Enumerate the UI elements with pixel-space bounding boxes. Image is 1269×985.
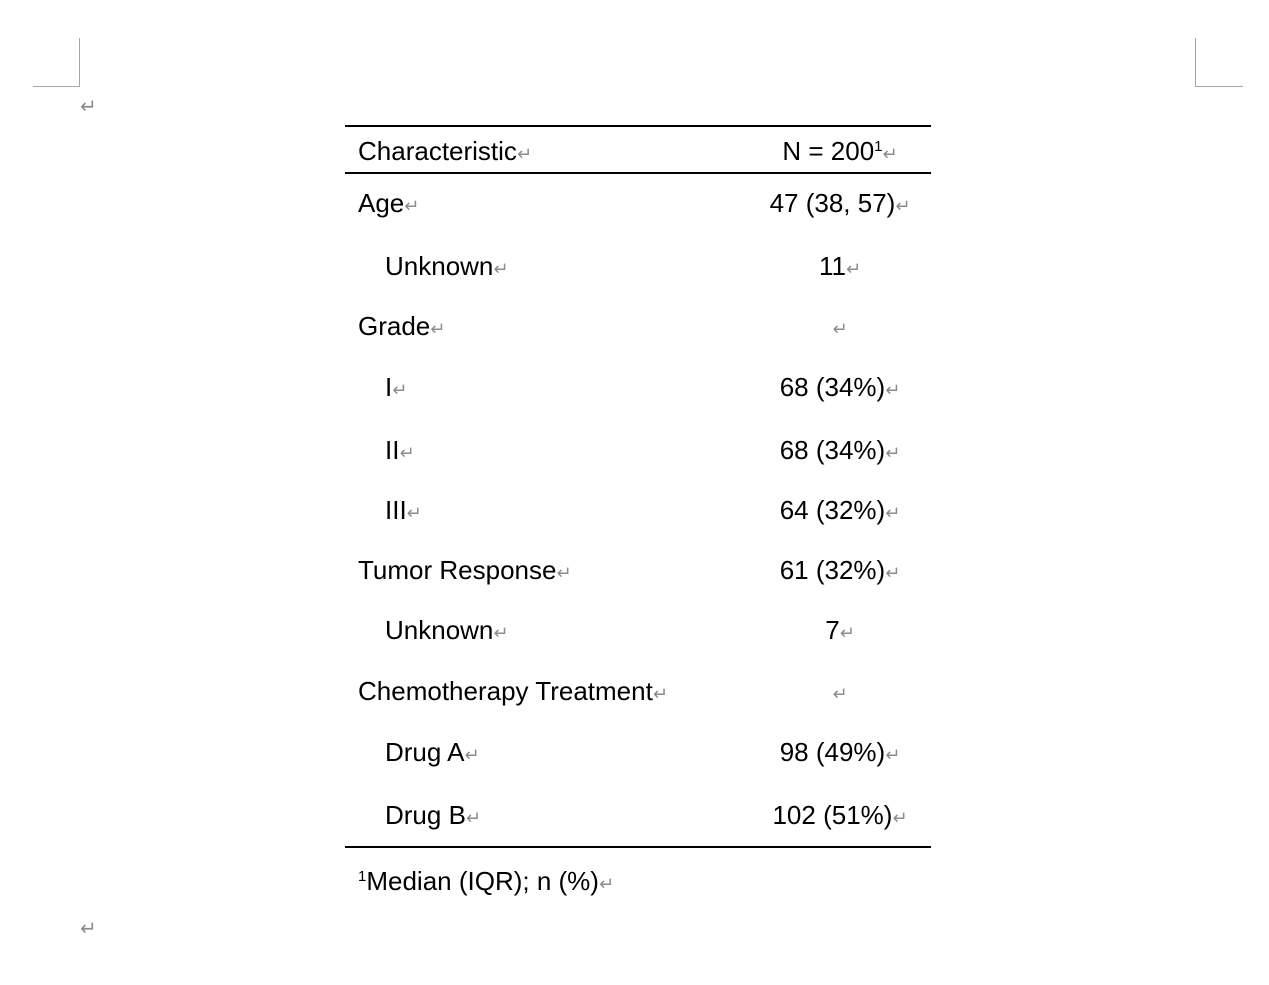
table-row — [345, 601, 931, 662]
cell-end-mark-icon: ↵ — [832, 684, 848, 705]
paragraph-mark-icon: ↵ — [80, 94, 97, 118]
paragraph-mark-icon: ↵ — [80, 916, 97, 940]
paragraph-mark-icon: ↵ — [598, 874, 615, 895]
cell-end-mark-icon: ↵ — [493, 623, 509, 644]
row-value — [740, 676, 940, 710]
row-value: 68 (34%)↵ — [779, 372, 901, 402]
cell-end-mark-icon: ↵ — [885, 745, 901, 766]
header-n: $N = 200^1↵$ — [782, 136, 898, 166]
cell-end-mark-icon: ↵ — [885, 563, 901, 584]
table-row — [345, 237, 931, 297]
table-row — [345, 358, 931, 421]
cell-end-mark-icon: ↵ — [885, 503, 901, 524]
cell-end-mark-icon: ↵ — [465, 808, 482, 829]
table-row — [345, 723, 931, 786]
table-row — [345, 786, 931, 846]
cell-end-mark-icon: ↵ — [845, 259, 862, 280]
cell-end-mark-icon: ↵ — [399, 443, 415, 464]
table-row — [345, 421, 931, 481]
row-value: 64 (32%)↵ — [779, 495, 901, 525]
row-label: Age↵ — [358, 188, 420, 218]
crop-mark-top-left — [33, 38, 80, 87]
cell-end-mark-icon: ↵ — [516, 144, 533, 165]
cell-end-mark-icon: ↵ — [839, 623, 855, 644]
row-label: III↵ — [385, 495, 422, 525]
table-row — [345, 297, 931, 358]
row-value: 11↵ — [818, 251, 862, 281]
row-label: I↵ — [385, 372, 408, 402]
row-label: Unknown↵ — [385, 615, 509, 645]
cell-end-mark-icon: ↵ — [464, 745, 480, 766]
cell-end-mark-icon: ↵ — [895, 196, 911, 217]
row-label: Unknown↵ — [385, 251, 509, 281]
cell-end-mark-icon: ↵ — [885, 443, 901, 464]
footnote-marker: 1 — [874, 138, 883, 155]
cell-end-mark-icon: ↵ — [404, 196, 420, 217]
row-value — [740, 311, 940, 345]
cell-end-mark-icon: ↵ — [392, 380, 408, 401]
row-label: Tumor Response↵ — [358, 555, 572, 585]
row-value: 61 (32%)↵ — [779, 555, 901, 585]
cell-end-mark-icon: ↵ — [652, 684, 668, 705]
table-bottom-rule — [345, 846, 931, 848]
cell-end-mark-icon: ↵ — [556, 563, 572, 584]
table-row — [345, 662, 931, 723]
cell-end-mark-icon: ↵ — [406, 503, 422, 524]
table-row — [345, 541, 931, 601]
cell-end-mark-icon: ↵ — [430, 319, 446, 340]
row-value: 102 (51%)↵ — [772, 800, 908, 830]
row-label: Grade↵ — [358, 311, 446, 341]
footnote-marker: 1 — [358, 868, 367, 885]
row-label: II↵ — [385, 435, 415, 465]
cell-end-mark-icon: ↵ — [832, 319, 848, 340]
summary-table — [345, 125, 931, 848]
row-value: 98 (49%)↵ — [779, 737, 901, 767]
row-value: 47 (38, 57)↵ — [769, 188, 911, 218]
table-row — [345, 174, 931, 237]
row-value: 7↵ — [825, 615, 855, 645]
row-label: Drug A↵ — [385, 737, 480, 767]
cell-end-mark-icon: ↵ — [493, 259, 509, 280]
row-label: Drug B↵ — [385, 800, 482, 830]
cell-end-mark-icon: ↵ — [892, 808, 908, 829]
cell-end-mark-icon: ↵ — [882, 144, 898, 165]
table-header-row — [345, 127, 931, 172]
cell-end-mark-icon: ↵ — [885, 380, 901, 401]
row-label: Chemotherapy Treatment↵ — [358, 676, 668, 706]
table-footnote: $^1$Median (IQR); n (%)↵ — [358, 866, 615, 896]
table-body — [345, 174, 931, 846]
header-characteristic: Characteristic↵ — [358, 136, 533, 166]
table-row — [345, 481, 931, 541]
crop-mark-top-right — [1195, 38, 1243, 87]
row-value: 68 (34%)↵ — [779, 435, 901, 465]
